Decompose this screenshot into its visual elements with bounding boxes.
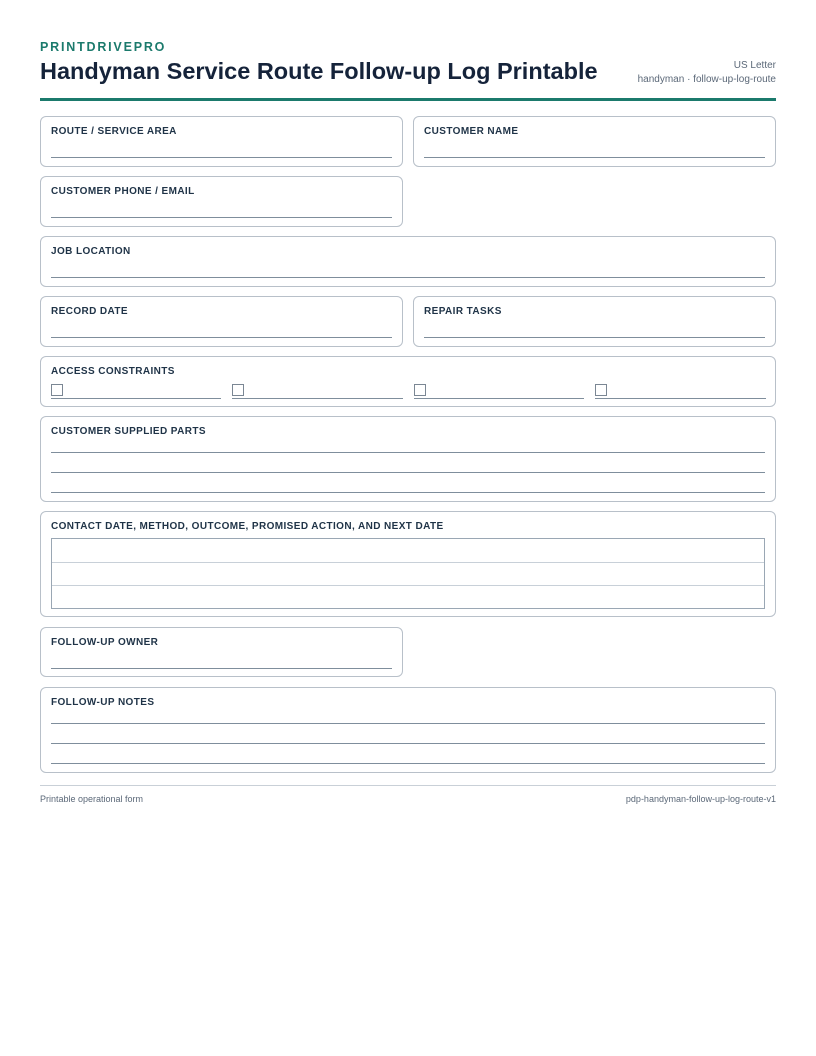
follow-up-notes-field[interactable]: [40, 687, 776, 773]
brand-name: PRINTDRIVEPRO: [40, 40, 167, 54]
follow-up-owner-field[interactable]: [40, 627, 403, 677]
write-line[interactable]: [51, 743, 765, 744]
write-line[interactable]: [51, 452, 765, 453]
form-slug: handyman · follow-up-log-route: [637, 73, 776, 85]
contact-log-field: [40, 511, 776, 617]
field-label: CUSTOMER PHONE / EMAIL: [51, 186, 195, 197]
write-line[interactable]: [424, 337, 765, 338]
write-line[interactable]: [51, 472, 765, 473]
field-label: FOLLOW-UP NOTES: [51, 697, 155, 708]
record-date-field[interactable]: [40, 296, 403, 347]
page-footer: [40, 785, 776, 804]
route-service-area-field[interactable]: [40, 116, 403, 167]
customer-name-field[interactable]: [413, 116, 776, 167]
repair-tasks-field[interactable]: [413, 296, 776, 347]
field-label: RECORD DATE: [51, 306, 128, 317]
field-label: CUSTOMER NAME: [424, 126, 519, 137]
customer-contact-field[interactable]: [40, 176, 403, 227]
field-label: ROUTE / SERVICE AREA: [51, 126, 177, 137]
field-label: ACCESS CONSTRAINTS: [51, 366, 175, 377]
footer-form-id: pdp-handyman-follow-up-log-route-v1: [625, 794, 776, 804]
checkbox[interactable]: [414, 384, 426, 396]
write-line[interactable]: [51, 217, 392, 218]
write-line[interactable]: [51, 157, 392, 158]
form-header: [40, 40, 776, 101]
write-line[interactable]: [424, 157, 765, 158]
access-constraints-field: [40, 356, 776, 407]
table-row-divider: [52, 585, 764, 586]
write-line[interactable]: [51, 763, 765, 764]
contact-log-table: [51, 538, 765, 609]
table-row-divider: [52, 562, 764, 563]
field-label: REPAIR TASKS: [424, 306, 502, 317]
field-label: CUSTOMER SUPPLIED PARTS: [51, 426, 206, 437]
field-label: JOB LOCATION: [51, 246, 131, 257]
form-meta: [638, 59, 776, 86]
checkbox[interactable]: [232, 384, 244, 396]
job-location-field[interactable]: [40, 236, 776, 287]
write-line[interactable]: [51, 723, 765, 724]
access-option[interactable]: [51, 383, 221, 399]
write-line[interactable]: [51, 492, 765, 493]
access-option[interactable]: [595, 383, 766, 399]
page-title: Handyman Service Route Follow-up Log Printable: [40, 58, 598, 84]
write-line[interactable]: [51, 337, 392, 338]
write-line[interactable]: [51, 277, 765, 278]
access-option[interactable]: [232, 383, 403, 399]
checkbox[interactable]: [595, 384, 607, 396]
field-label: FOLLOW-UP OWNER: [51, 637, 159, 648]
checkbox[interactable]: [51, 384, 63, 396]
access-option[interactable]: [414, 383, 584, 399]
footer-description: Printable operational form: [40, 794, 144, 804]
customer-supplied-parts-field[interactable]: [40, 416, 776, 502]
field-label: CONTACT DATE, METHOD, OUTCOME, PROMISED ACTION, AND NEXT DATE: [51, 521, 444, 532]
form-page: [40, 40, 776, 708]
write-line[interactable]: [51, 668, 392, 669]
paper-size: US Letter: [733, 60, 776, 71]
